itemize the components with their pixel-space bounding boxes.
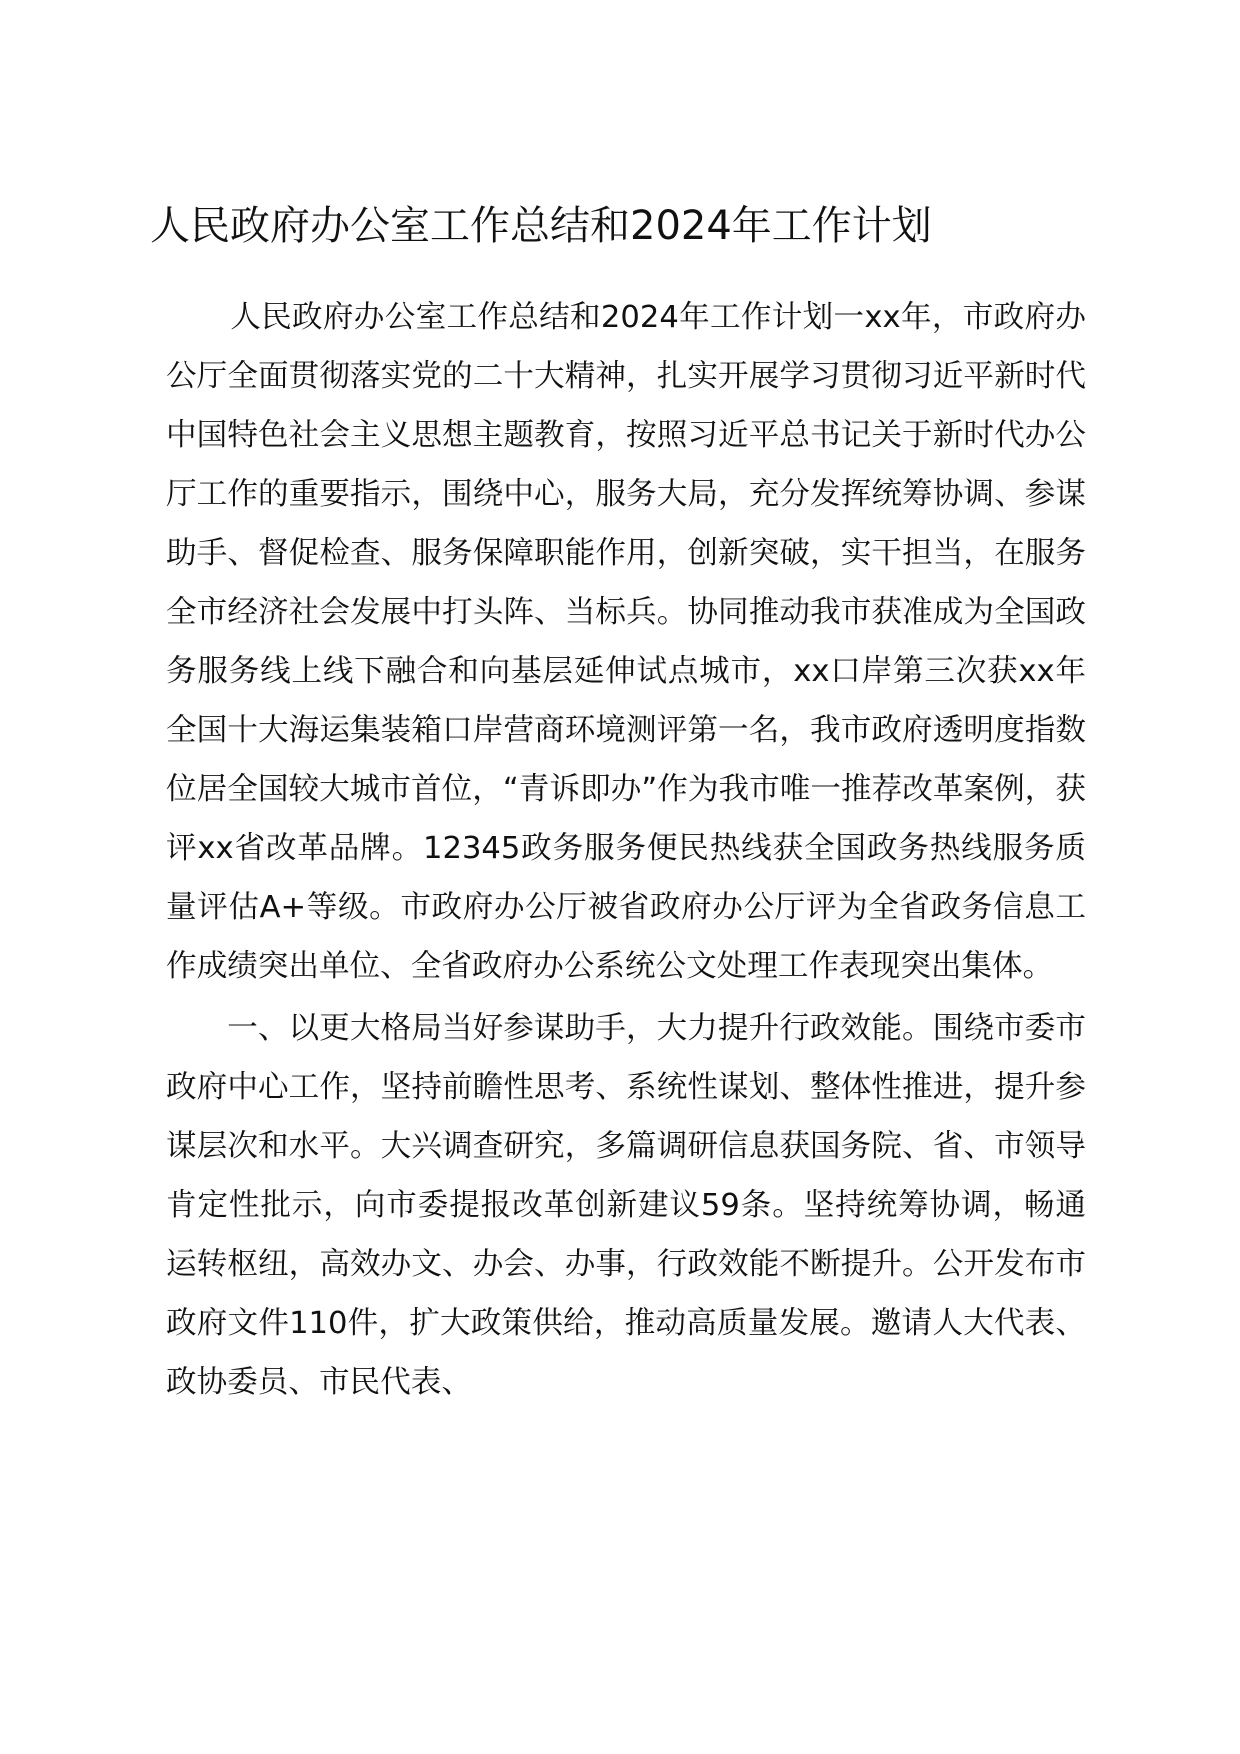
body-paragraph-2: 一、以更大格局当好参谋助手，大力提升行政效能。围绕市委市政府中心工作，坚持前瞻性思考、系统性谋划、整体性推进，提升参谋层次和水平。大兴调查研究，多篇调研信息获国务院、省、市领导肯定性批示，向市委提报改革创新建议59条。坚持统筹协调，畅通运转枢纽，高效办文、办会、办事，行政效能不断提升。公开发布市政府文件110件，扩大政策供给，推动高质量发展。邀请人大代表、政协委员、市民代表、 — [166, 1011, 1086, 1400]
body-paragraph-1: 人民政府办公室工作总结和2024年工作计划一xx年，市政府办公厅全面贯彻落实党的二十大精神，扎实开展学习贯彻习近平新时代中国特色社会主义思想主题教育，按照习近平总书记关于新时代办公厅工作的重要指示，围绕中心，服务大局，充分发挥统筹协调、参谋助手、督促检查、服务保障职能作用，创新突破，实干担当，在服务全市经济社会发展中打头阵、当标兵。协同推动我市获准成为全国政务服务线上线下融合和向基层延伸试点城市，xx口岸第三次获xx年全国十大海运集装箱口岸营商环境测评第一名，我市政府透明度指数位居全国较大城市首位，“青诉即办”作为我市唯一推荐改革案例，获评xx省改革品牌。12345政务服务便民热线获全国政务热线服务质量评估A+等级。市政府办公厅被省政府办公厅评为全省政务信息工作成绩突出单位、全省政府办公系统公文处理工作表现突出集体。 — [166, 300, 1086, 984]
document-body — [166, 288, 1086, 1415]
document-title: 人民政府办公室工作总结和2024年工作计划 — [150, 203, 932, 249]
